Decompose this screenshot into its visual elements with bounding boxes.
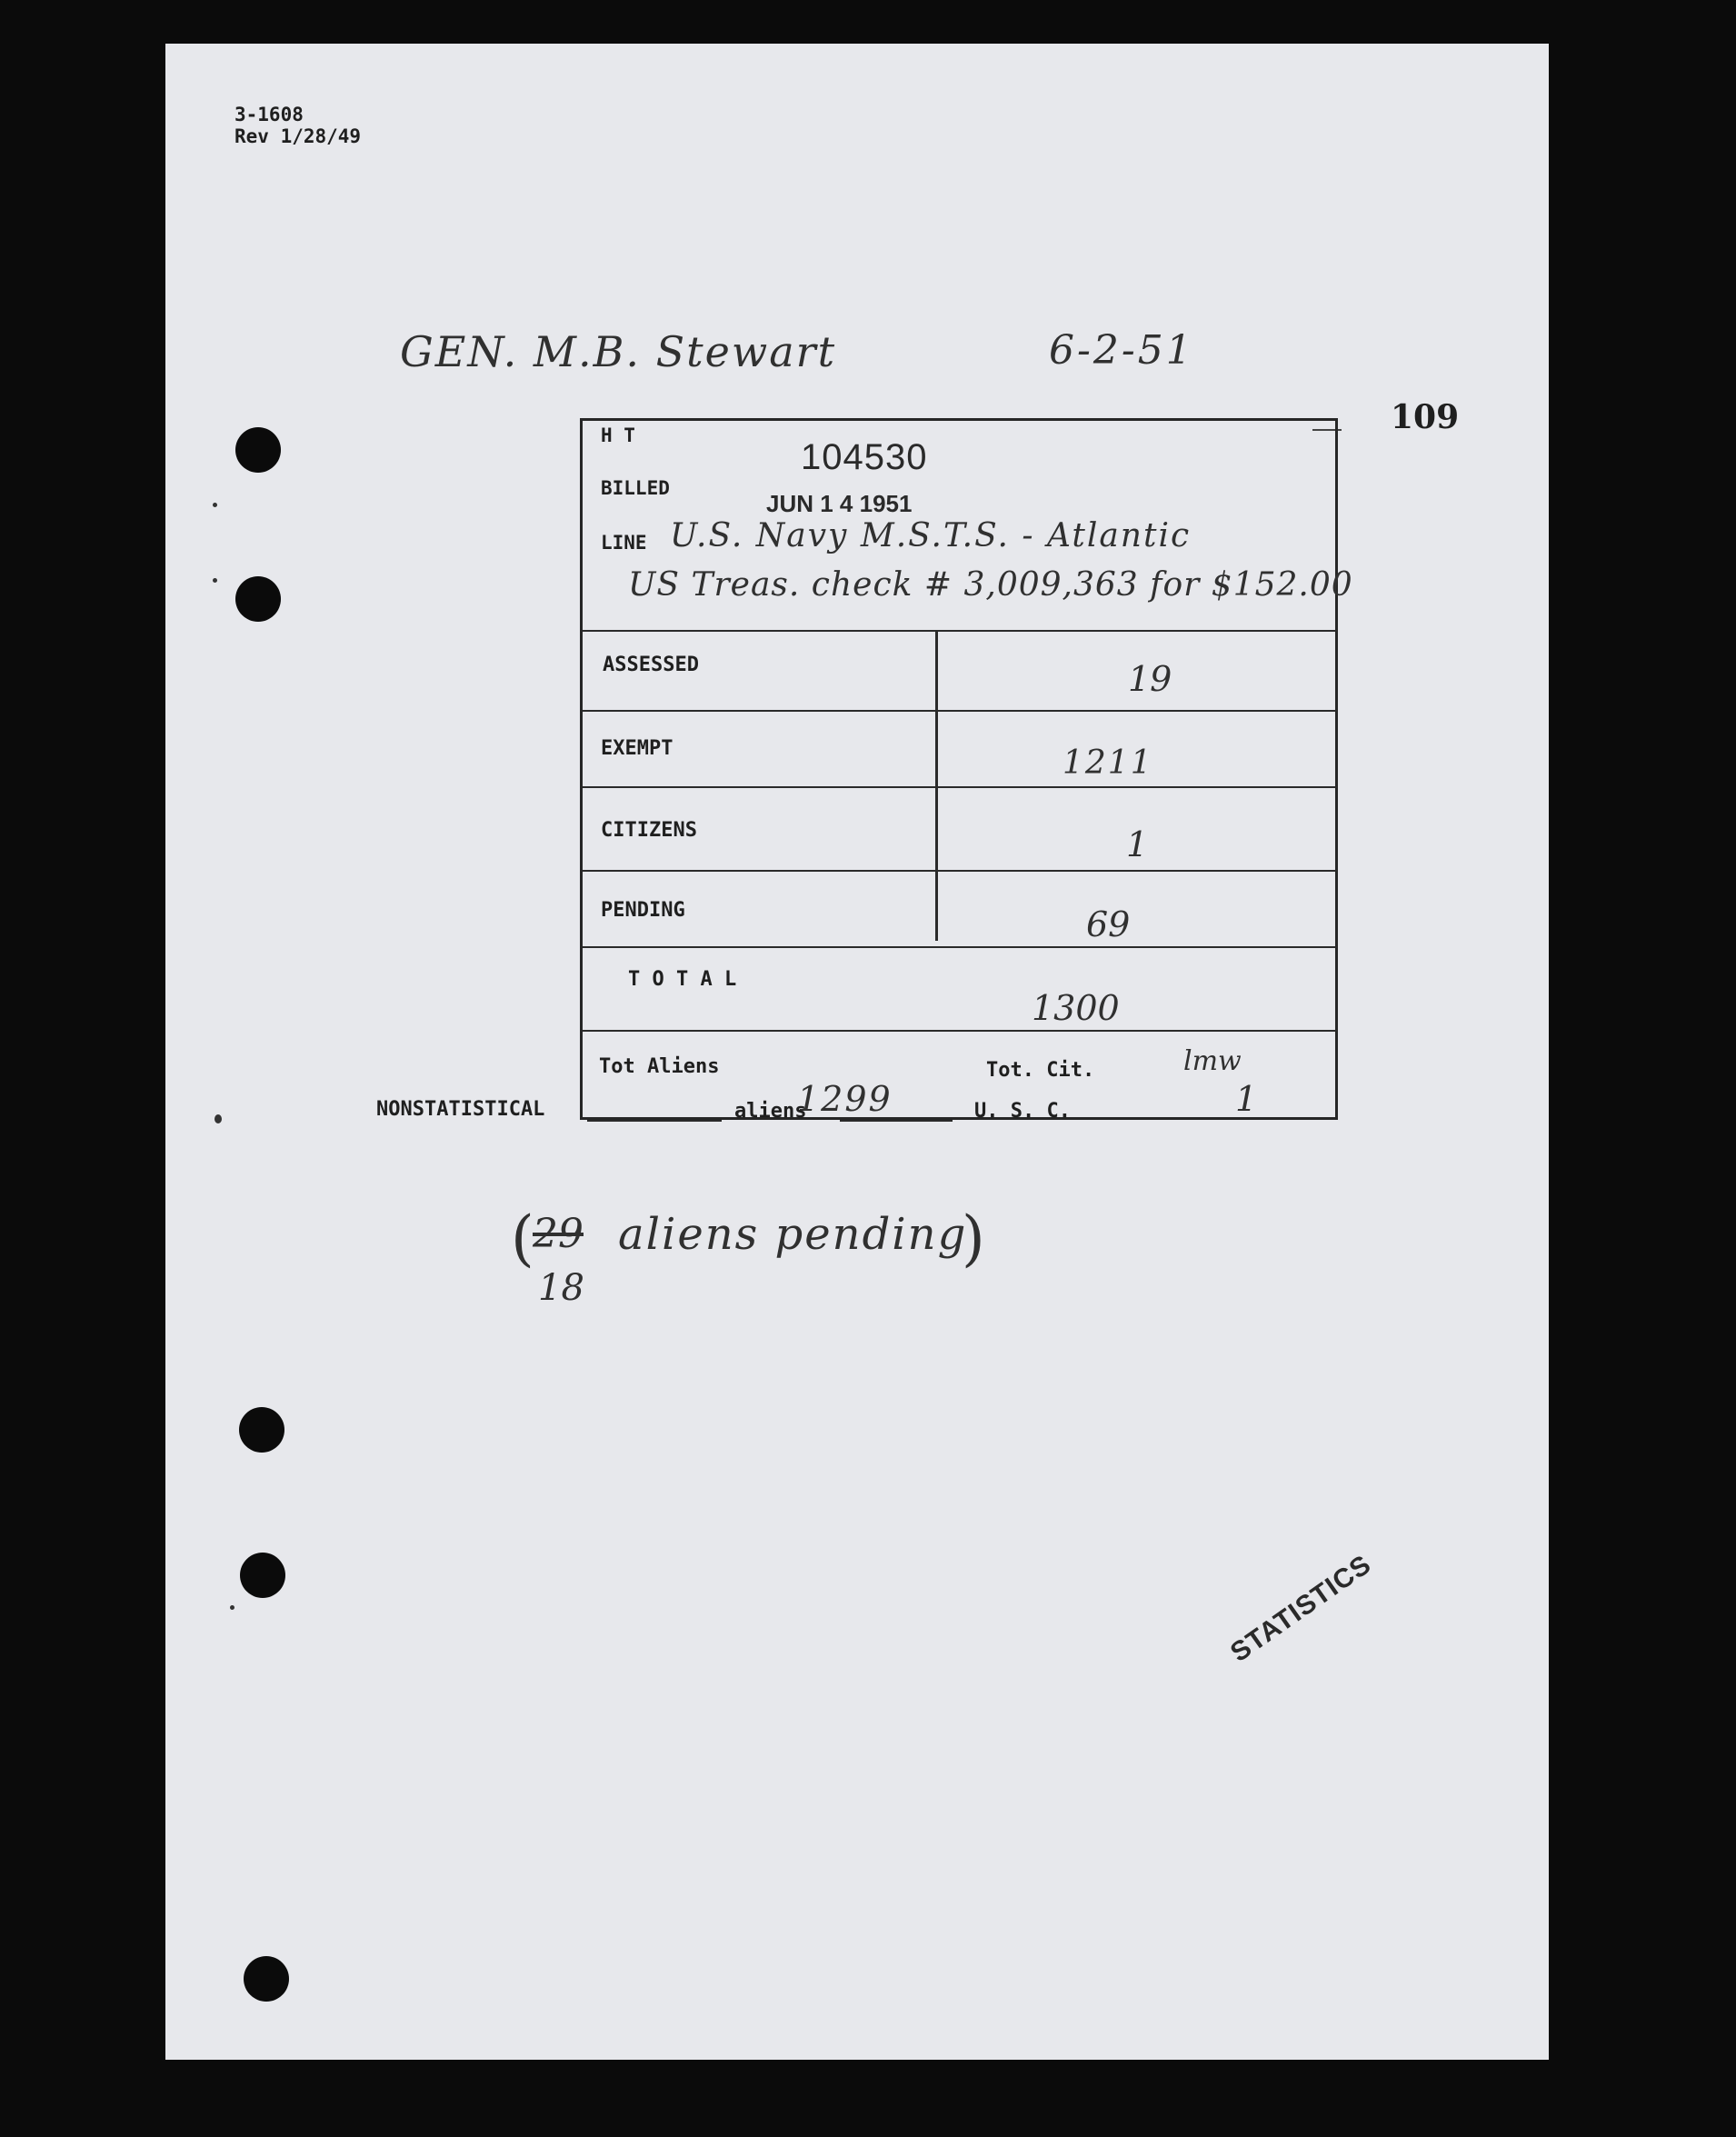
speck bbox=[230, 1605, 234, 1610]
separator-line bbox=[583, 630, 1337, 632]
punch-hole bbox=[235, 576, 281, 622]
form-code: 3-1608 bbox=[234, 104, 304, 125]
note-text: aliens pending bbox=[618, 1209, 968, 1260]
billed-label: BILLED bbox=[601, 477, 670, 499]
separator-line bbox=[583, 870, 1337, 872]
tot-cit-label: Tot. Cit. bbox=[986, 1059, 1095, 1082]
total-value: 1300 bbox=[1032, 988, 1120, 1028]
line-note: US Treas. check # 3,009,363 for $152.00 bbox=[628, 566, 1353, 604]
usc-blank bbox=[840, 1120, 953, 1122]
ht-number: 104530 bbox=[801, 437, 928, 477]
form-revision: Rev 1/28/49 bbox=[234, 125, 362, 147]
aliens-label: aliens bbox=[734, 1100, 807, 1123]
document-page bbox=[165, 44, 1549, 2060]
note-value: 18 bbox=[538, 1267, 584, 1309]
header-date: 6-2-51 bbox=[1049, 327, 1194, 374]
tot-aliens-value: 1299 bbox=[797, 1079, 893, 1119]
nonstatistical-label: NONSTATISTICAL bbox=[376, 1098, 545, 1121]
punch-hole bbox=[239, 1407, 284, 1453]
separator-line bbox=[583, 786, 1337, 788]
person-name: GEN. M.B. Stewart bbox=[400, 327, 837, 376]
record-box bbox=[580, 418, 1353, 1120]
billed-date: JUN 1 4 1951 bbox=[766, 490, 913, 517]
speck bbox=[213, 578, 217, 583]
total-label: T O T A L bbox=[628, 968, 737, 991]
pending-value: 69 bbox=[1086, 904, 1131, 944]
assessed-label: ASSESSED bbox=[603, 654, 699, 676]
page-number: 109 bbox=[1391, 398, 1460, 436]
ht-label: H T bbox=[601, 424, 635, 446]
separator-line bbox=[583, 710, 1337, 712]
citizens-label: CITIZENS bbox=[601, 819, 697, 842]
aliens-blank bbox=[587, 1120, 722, 1122]
exempt-value: 1211 bbox=[1063, 744, 1153, 782]
initials: lmw bbox=[1183, 1045, 1242, 1077]
citizens-value: 1 bbox=[1126, 824, 1149, 864]
column-divider bbox=[935, 630, 938, 941]
note-struck-value: 29 bbox=[533, 1211, 584, 1257]
exempt-label: EXEMPT bbox=[601, 737, 673, 760]
punch-hole bbox=[244, 1956, 289, 2002]
assessed-value: 19 bbox=[1128, 659, 1172, 699]
punch-hole bbox=[240, 1553, 285, 1598]
separator-line bbox=[583, 1030, 1337, 1032]
line-label: LINE bbox=[601, 532, 647, 554]
separator-line bbox=[583, 946, 1337, 948]
speck bbox=[213, 503, 217, 507]
punch-hole bbox=[235, 427, 281, 473]
usc-label: U. S. C. bbox=[974, 1100, 1071, 1123]
tot-cit-value: 1 bbox=[1235, 1079, 1258, 1119]
pending-label: PENDING bbox=[601, 899, 685, 922]
tot-aliens-label: Tot Aliens bbox=[599, 1055, 720, 1078]
speck bbox=[215, 1114, 222, 1123]
line-value: U.S. Navy M.S.T.S. - Atlantic bbox=[670, 517, 1192, 554]
note-close-paren: ) bbox=[962, 1203, 985, 1273]
note-open-paren: ( bbox=[511, 1203, 534, 1273]
statistics-stamp: STATISTICS bbox=[1225, 1549, 1377, 1669]
